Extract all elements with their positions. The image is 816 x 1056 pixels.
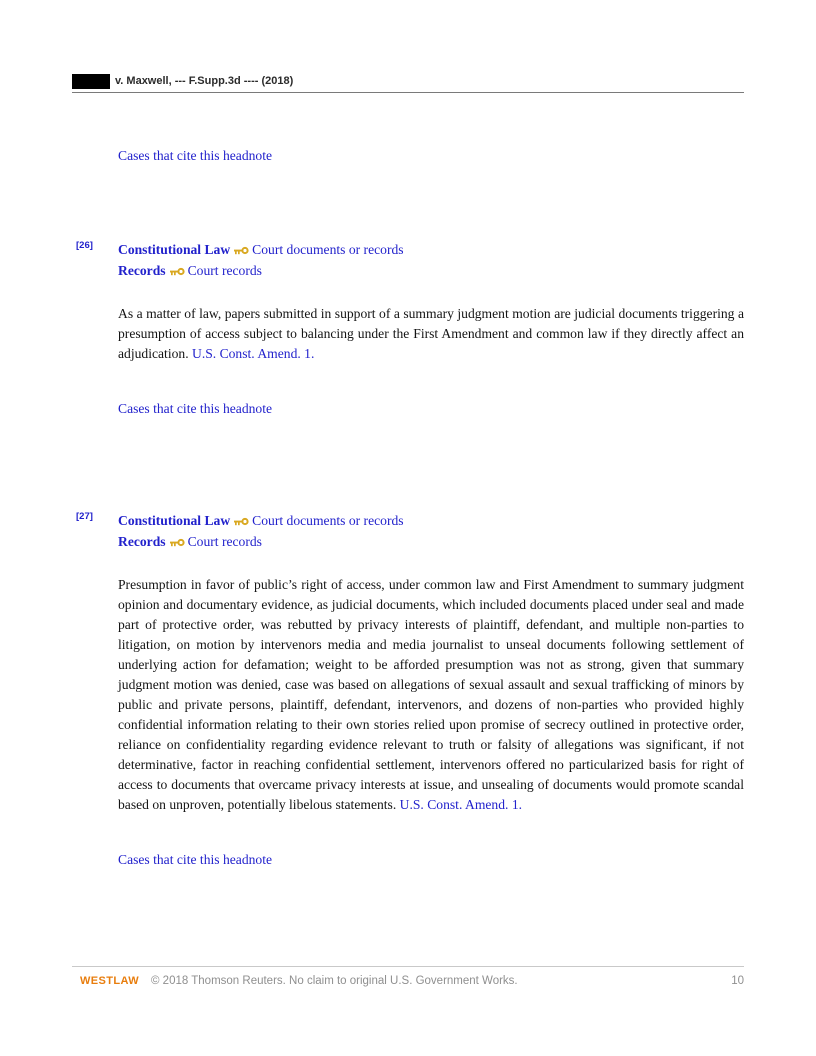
topic-main-link[interactable]: Constitutional Law [118, 242, 231, 257]
headnote-cite-row [118, 399, 744, 419]
headnote-body-text: Presumption in favor of public’s right of access, under common law and First Amendment to summary judgment opinion and documentary evidence, as judicial documents, which included documents placed under seal and made part of protective order, was rebutted by privacy interests of plaintiff, defendant, and multiple non-parties to litigation, on motion by intervenors media and media journalist to unseal documents following settlement of underlying action for defamation; weight to be afforded presumption was not as strong, given that summary judgment motion was denied, case was based on allegations of sexual assault and sexual trafficking of minors by public and private persons, plaintiff, defendant, intervenors, and dozens of non-parties who provided highly confidential information relating to their own stories relied upon promise of secrecy outlined in protective order, reliance on confidentiality regarding evidence relevant to truth or falsity of allegations was significant, if not determinative, factor in reaching confidential settlement, intervenors offered no particularized basis for right of access to documents that overcame privacy interests at issue, and unsealing of documents would promote scandal based on unproven, potentially libelous statements. [118, 577, 744, 812]
topic-sub-link[interactable]: Court documents or records [252, 513, 404, 528]
case-citation: v. Maxwell, --- F.Supp.3d ---- (2018) [115, 75, 294, 88]
topic-sub-link[interactable]: Court records [187, 533, 262, 549]
key-icon [234, 512, 249, 532]
page-number: 10 [731, 975, 744, 987]
header-divider [72, 92, 744, 93]
headnote-topics [118, 240, 744, 281]
topic-line [118, 532, 744, 553]
copyright-notice: © 2018 Thomson Reuters. No claim to original U.S. Government Works. [151, 975, 518, 987]
constitution-citation-link[interactable]: U.S. Const. Amend. 1. [399, 797, 523, 812]
headnote-cite-row [118, 850, 744, 870]
key-icon [170, 533, 185, 553]
cases-cite-headnote-link[interactable]: Cases that cite this headnote [118, 148, 273, 163]
topic-line [118, 511, 744, 532]
headnote-text [118, 575, 744, 815]
topic-main-link[interactable]: Constitutional Law [118, 513, 231, 528]
topic-sub-link[interactable]: Court records [187, 262, 262, 278]
topic-main-link[interactable]: Records [118, 262, 166, 278]
topic-line [118, 261, 744, 282]
document-footer [72, 975, 744, 987]
headnote-body-text: As a matter of law, papers submitted in support of a summary judgment motion are judicial documents triggering a presumption of access subject to balancing under the First Amendment and common law if they directly affect an adjudication. [118, 306, 744, 361]
cases-cite-headnote-link[interactable]: Cases that cite this headnote [118, 852, 273, 867]
headnote-number: [27] [76, 511, 93, 522]
westlaw-logo: WESTLAW [80, 975, 140, 987]
document-header [72, 72, 744, 90]
constitution-citation-link[interactable]: U.S. Const. Amend. 1. [192, 346, 315, 361]
headnote-number: [26] [76, 240, 93, 251]
footer-divider [72, 966, 744, 967]
headnote-26 [72, 240, 744, 419]
cases-cite-headnote-link[interactable]: Cases that cite this headnote [118, 401, 273, 416]
headnote-text [118, 304, 744, 364]
topic-sub-link[interactable]: Court documents or records [252, 242, 404, 257]
topic-main-link[interactable]: Records [118, 533, 166, 549]
key-icon [170, 262, 185, 282]
headnote-topics [118, 511, 744, 552]
topic-line [118, 240, 744, 261]
redacted-party-name [72, 74, 110, 89]
key-icon [234, 241, 249, 261]
headnote-27 [72, 511, 744, 870]
